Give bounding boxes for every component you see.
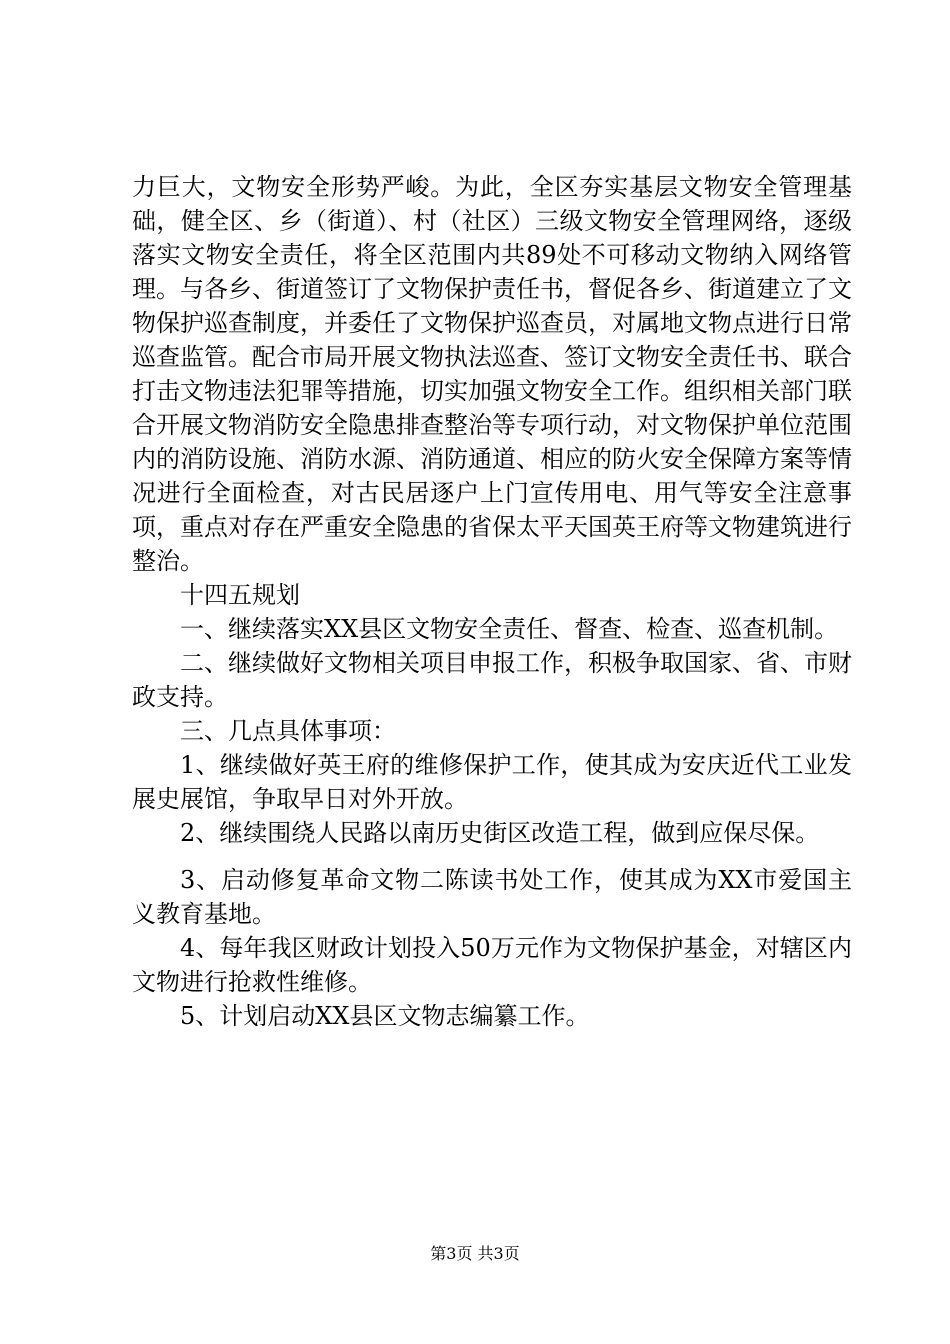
paragraph-specific-item-4: 4、每年我区财政计划投入50万元作为文物保护基金，对辖区内文物进行抢救性维修。: [132, 934, 852, 996]
paragraph-specific-item-3: 3、启动修复革命文物二陈读书处工作，使其成为XX市爱国主义教育基地。: [132, 866, 852, 928]
paragraph-14th-five-year-plan-heading: 十四五规划: [180, 581, 300, 609]
paragraph-plan-item-1: 一、继续落实XX县区文物安全责任、督查、检查、巡查机制。: [180, 615, 839, 643]
paragraph-specific-item-5: 5、计划启动XX县区文物志编纂工作。: [180, 1002, 590, 1030]
paragraph-fire-safety-summary: 力巨大，文物安全形势严峻。为此，全区夯实基层文物安全管理基础，健全区、乡（街道）、村（社区）三级文物安全管理网络，逐级落实文物安全责任，将全区范围内共89处不可移动文物纳入网络管理。与各乡、街道签订了文物保护责任书，督促各乡、街道建立了文物保护巡查制度，并委任了文物保护巡查员，对属地文物点进行日常巡查监管。配合市局开展文物执法巡查、签订文物安全责任书、联合打击文物违法犯罪等措施，切实加强文物安全工作。组织相关部门联合开展文物消防安全隐患排查整治等专项行动，对文物保护单位范围内的消防设施、消防水源、消防通道、相应的防火安全保障方案等情况进行全面检查，对古民居逐户上门宣传用电、用气等安全注意事项，重点对存在严重安全隐患的省保太平天国英王府等文物建筑进行整治。: [132, 173, 852, 575]
page-indicator: 第3页 共3页: [430, 1244, 520, 1263]
paragraph-specific-item-1: 1、继续做好英王府的维修保护工作，使其成为安庆近代工业发展史展馆，争取早日对外开放。: [132, 751, 852, 813]
paragraph-plan-item-2: 二、继续做好文物相关项目申报工作，积极争取国家、省、市财政支持。: [132, 649, 852, 711]
document-body: [132, 170, 852, 1033]
page-footer: [0, 1243, 950, 1265]
paragraph-specific-item-2: 2、继续围绕人民路以南历史街区改造工程，做到应保尽保。: [180, 819, 820, 847]
paragraph-plan-item-3: 三、几点具体事项：: [180, 717, 396, 745]
